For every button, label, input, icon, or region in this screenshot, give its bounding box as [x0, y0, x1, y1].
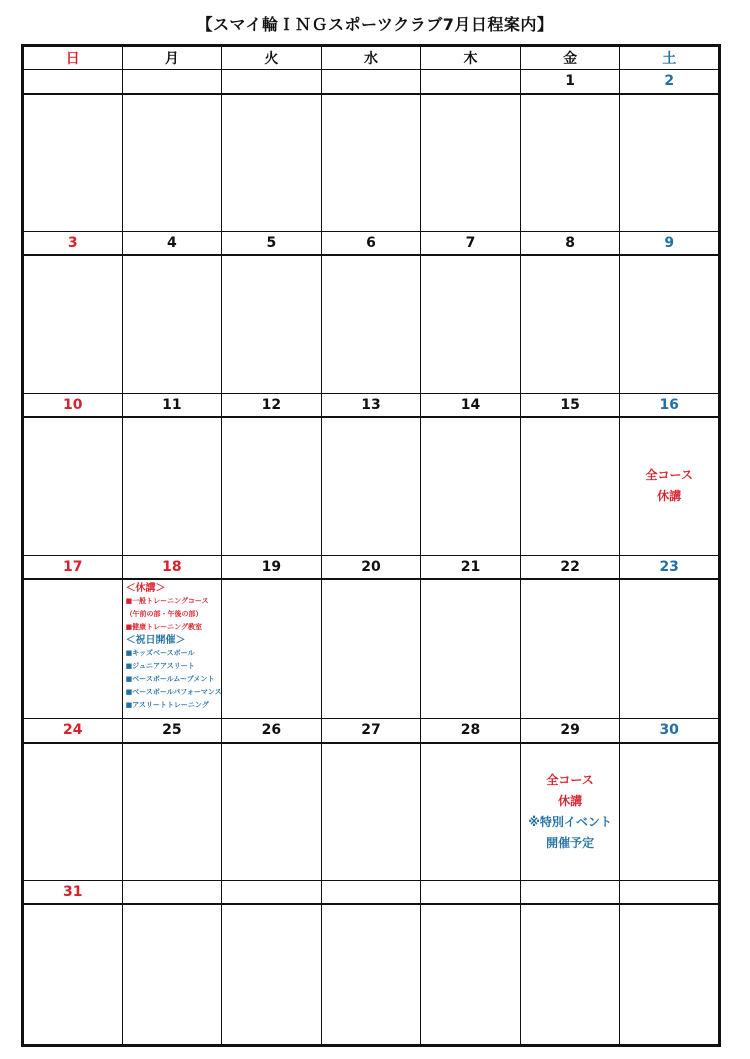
date-cell: [321, 881, 421, 905]
date-cell: 10: [23, 393, 123, 417]
day-body-cell: [620, 579, 720, 719]
date-cell: [222, 70, 322, 94]
date-cell: 17: [23, 555, 123, 579]
date-cell: 14: [421, 393, 521, 417]
date-cell: 22: [520, 555, 620, 579]
date-cell: 18: [122, 555, 222, 579]
day-body-cell: [520, 904, 620, 1045]
week-3-body: [23, 417, 720, 555]
day-body-cell: [520, 579, 620, 719]
day-body-cell: [321, 579, 421, 719]
day-body-cell: [122, 417, 222, 555]
date-cell: 8: [520, 232, 620, 256]
date-cell: 11: [122, 393, 222, 417]
week-1-body: [23, 94, 720, 232]
date-cell: 13: [321, 393, 421, 417]
day-body-cell: [520, 417, 620, 555]
day-body-cell: [222, 904, 322, 1045]
day-body-cell: [421, 904, 521, 1045]
weekday-wed: 水: [321, 46, 421, 70]
date-cell: [23, 70, 123, 94]
weekday-thu: 木: [421, 46, 521, 70]
day-body-cell: [520, 94, 620, 232]
date-cell: 31: [23, 881, 123, 905]
page-title: 【スマイ輪ＩＮＧスポーツクラブ7月日程案内】: [196, 15, 554, 34]
week-3-dates: [23, 393, 720, 417]
day-body-cell: [23, 417, 123, 555]
day-body-cell: [620, 904, 720, 1045]
day-29-note-line: 休講: [558, 793, 583, 808]
day-body-cell: [620, 255, 720, 393]
weekday-sat: 土: [620, 46, 720, 70]
week-2-body: [23, 255, 720, 393]
week-6-dates: [23, 881, 720, 905]
day-body-cell: [321, 94, 421, 232]
calendar-grid: [21, 44, 721, 1047]
day-body-cell: [122, 94, 222, 232]
day-body-cell: [620, 743, 720, 881]
weekday-header-row: [23, 46, 720, 70]
day-body-cell: [421, 94, 521, 232]
date-cell: [421, 70, 521, 94]
day-body-cell: [222, 94, 322, 232]
day-body-cell: [321, 904, 421, 1045]
date-cell: 26: [222, 719, 322, 743]
day-29-note-line: 開催予定: [546, 835, 595, 850]
day-29-note-line: ※特別イベント: [528, 814, 612, 829]
day-16-note-line: 全コース: [645, 468, 693, 483]
date-cell: 30: [620, 719, 720, 743]
weekday-tue: 火: [222, 46, 322, 70]
date-cell: [222, 881, 322, 905]
date-cell: 28: [421, 719, 521, 743]
date-cell: [421, 881, 521, 905]
date-cell: 19: [222, 555, 322, 579]
closed-heading: ＜休講＞: [125, 582, 166, 594]
date-cell: 15: [520, 393, 620, 417]
day-body-cell: [620, 94, 720, 232]
week-5-dates: [23, 719, 720, 743]
date-cell: 29: [520, 719, 620, 743]
date-cell: 1: [520, 70, 620, 94]
week-6-body: [23, 904, 720, 1045]
date-cell: 3: [23, 232, 123, 256]
weekday-sun: 日: [23, 46, 123, 70]
day-body-cell: [421, 255, 521, 393]
date-cell: 20: [321, 555, 421, 579]
date-cell: 25: [122, 719, 222, 743]
date-cell: [520, 881, 620, 905]
date-cell: 12: [222, 393, 322, 417]
date-cell: 21: [421, 555, 521, 579]
date-cell: [321, 70, 421, 94]
holiday-item: ■アスリートトレーニング: [125, 700, 209, 709]
week-4-dates: [23, 555, 720, 579]
holiday-heading: ＜祝日開催＞: [125, 634, 186, 646]
date-cell: 5: [222, 232, 322, 256]
date-cell: 2: [620, 70, 720, 94]
day-body-cell: [321, 255, 421, 393]
closed-item: （午前の部・午後の部）: [125, 609, 203, 618]
date-cell: 6: [321, 232, 421, 256]
date-cell: 23: [620, 555, 720, 579]
day-body-cell: [122, 743, 222, 881]
day-body-cell: [122, 255, 222, 393]
day-16-note-line: 休講: [657, 489, 682, 504]
date-cell: 7: [421, 232, 521, 256]
date-cell: 4: [122, 232, 222, 256]
day-body-cell: [421, 579, 521, 719]
date-cell: 9: [620, 232, 720, 256]
day-body-cell: [520, 255, 620, 393]
day-16-note-cell: [620, 417, 720, 555]
closed-item: ■健康トレーニング教室: [125, 622, 203, 631]
day-body-cell: [222, 417, 322, 555]
day-29-note-cell: [520, 743, 620, 881]
week-4-body: [23, 579, 720, 719]
day-body-cell: [321, 417, 421, 555]
day-body-cell: [222, 579, 322, 719]
week-1-dates: [23, 70, 720, 94]
weekday-fri: 金: [520, 46, 620, 70]
weekday-mon: 月: [122, 46, 222, 70]
week-5-body: [23, 743, 720, 881]
closed-item: ■一般トレーニングコース: [125, 596, 209, 605]
day-body-cell: [421, 417, 521, 555]
date-cell: 16: [620, 393, 720, 417]
day-body-cell: [421, 743, 521, 881]
day-body-cell: [321, 743, 421, 881]
date-cell: [620, 881, 720, 905]
holiday-item: ■キッズベースボール: [125, 648, 195, 657]
day-18-note-cell: [122, 579, 222, 719]
day-body-cell: [23, 255, 123, 393]
date-cell: 27: [321, 719, 421, 743]
date-cell: [122, 70, 222, 94]
day-body-cell: [23, 94, 123, 232]
day-body-cell: [23, 579, 123, 719]
day-body-cell: [23, 904, 123, 1045]
holiday-item: ■ベースボールパフォーマンス: [125, 687, 222, 696]
date-cell: [122, 881, 222, 905]
holiday-item: ■ジュニアアスリート: [125, 661, 195, 670]
date-cell: 24: [23, 719, 123, 743]
day-body-cell: [122, 904, 222, 1045]
day-body-cell: [222, 255, 322, 393]
day-29-note-line: 全コース: [546, 772, 594, 787]
holiday-item: ■ベースボールムーブメント: [125, 674, 215, 683]
day-body-cell: [222, 743, 322, 881]
week-2-dates: [23, 232, 720, 256]
day-body-cell: [23, 743, 123, 881]
